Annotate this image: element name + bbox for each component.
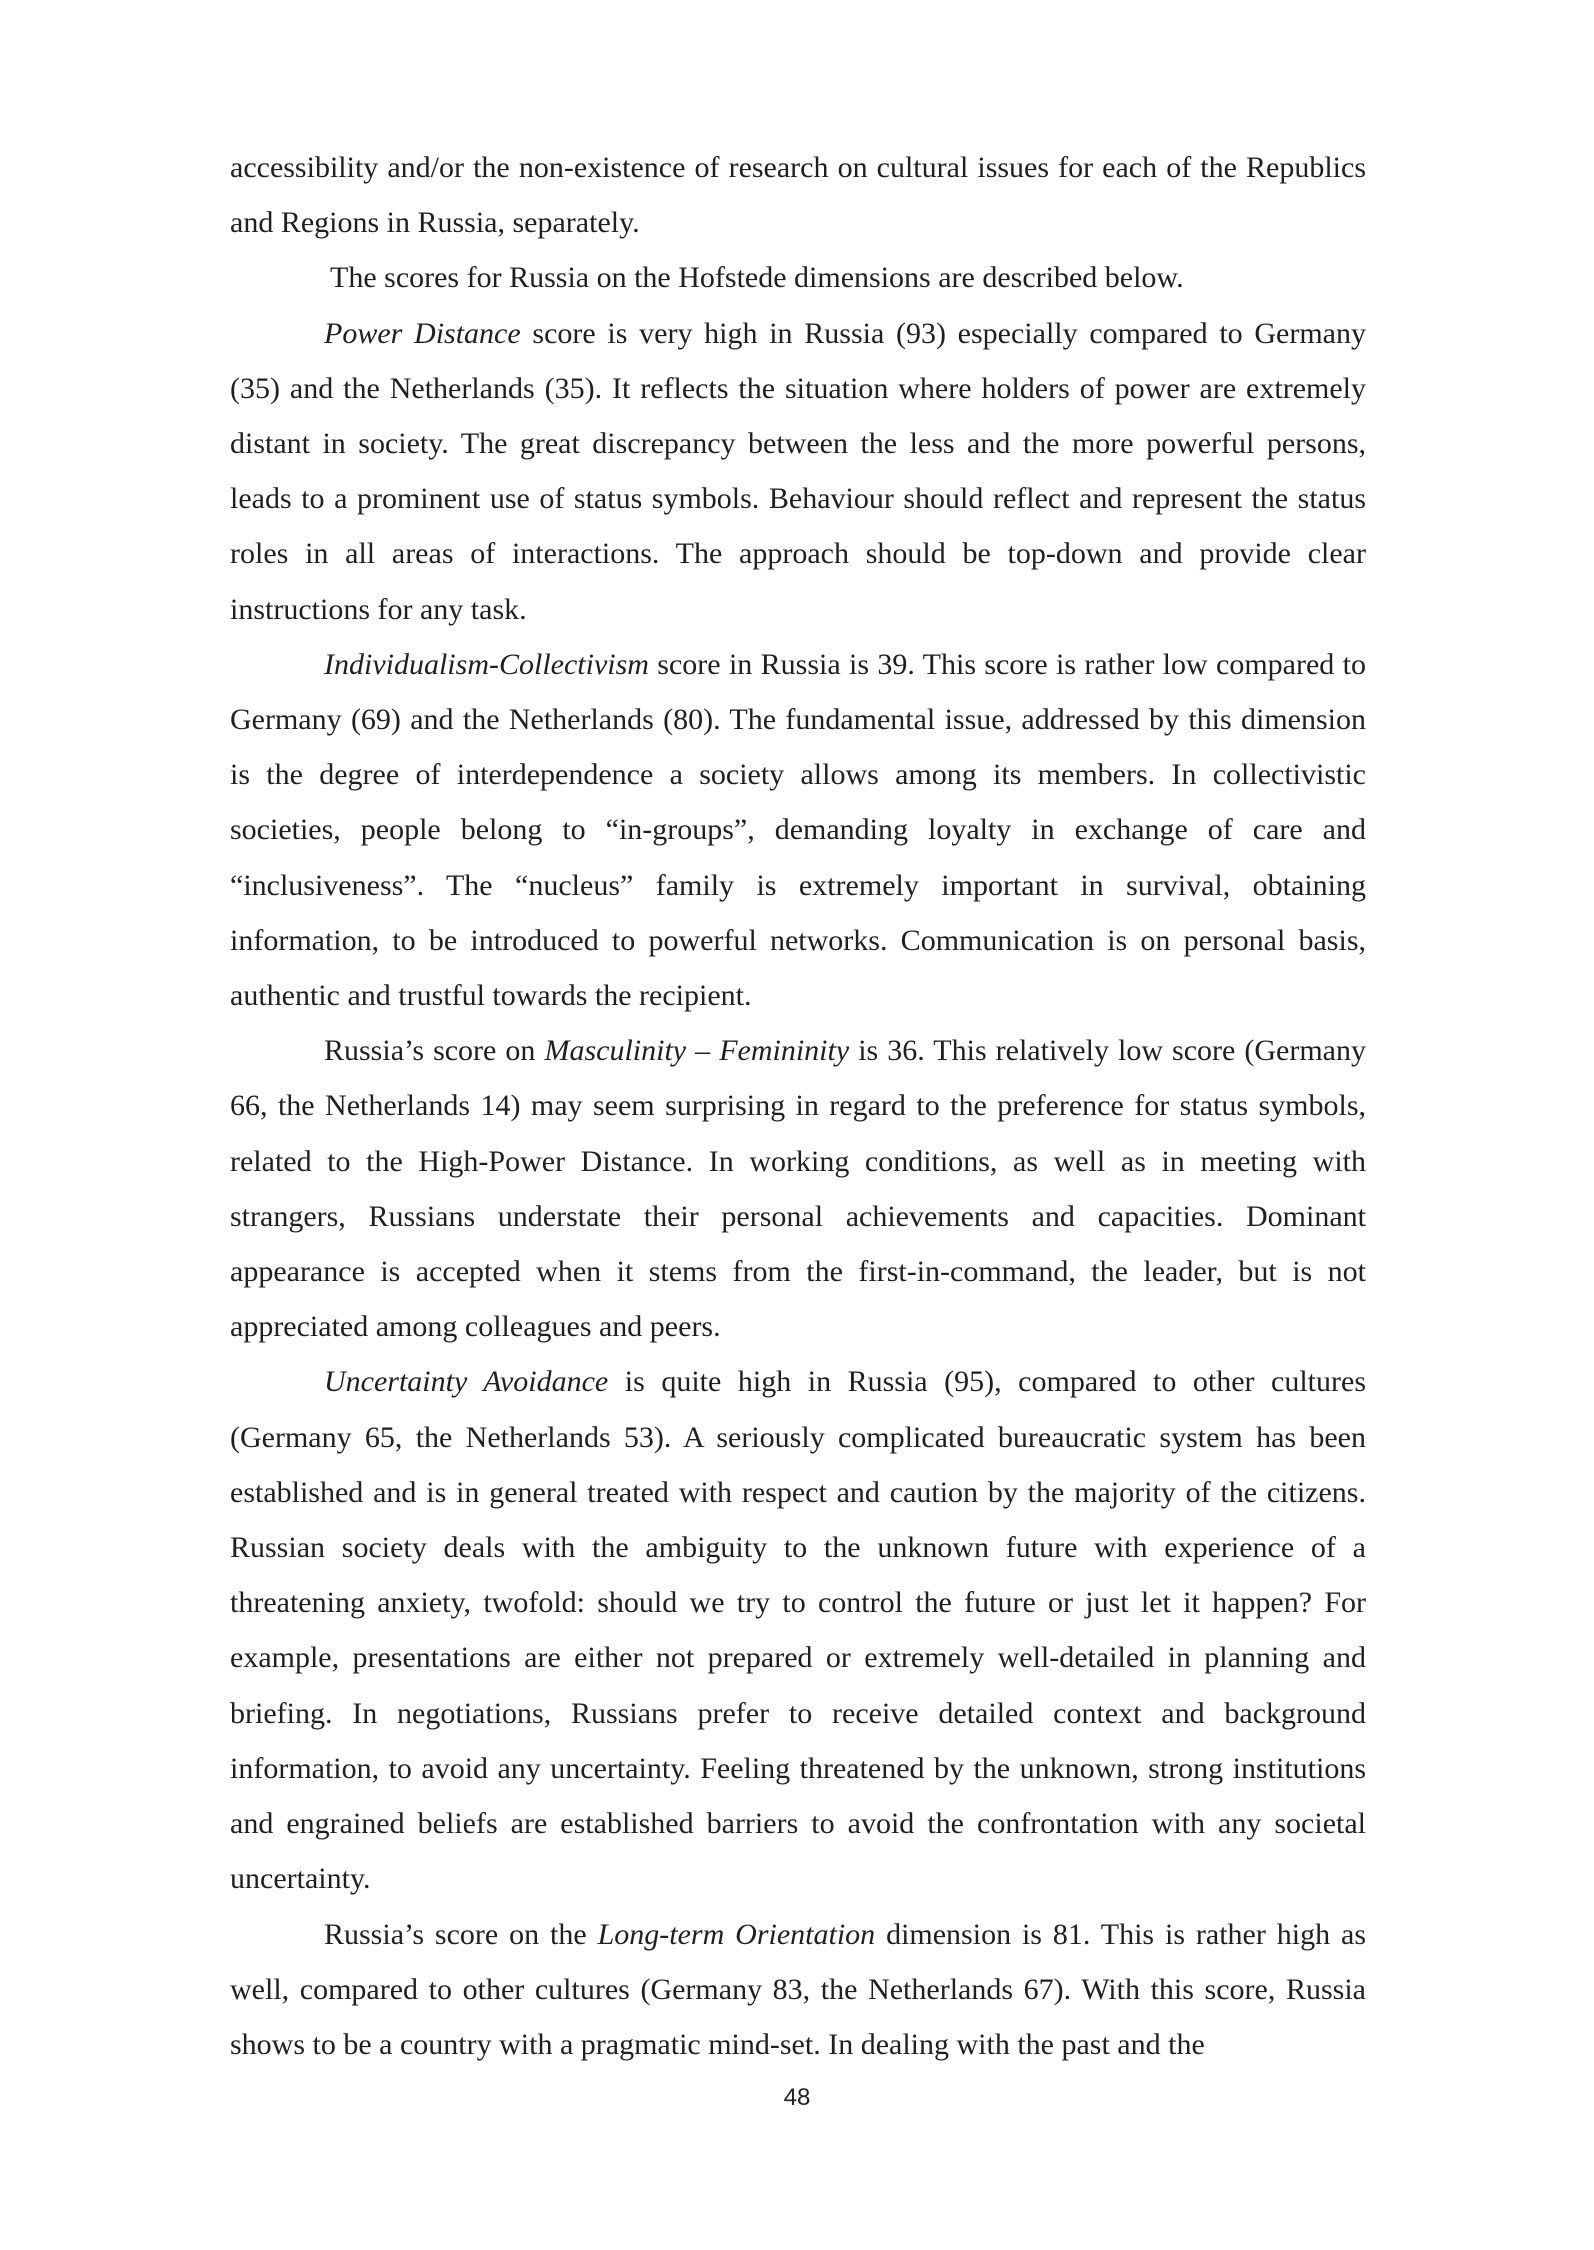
paragraph-individualism-text: score in Russia is 39. This score is rather low compared to Germany (69) and the Netherlands (80). The fundamental issue, addressed by this dimension is the degree of interdependence a society allows among its members. In collectivistic societies, people belong to “in-groups”, demanding loyalty in exchange of care and “inclusiveness”. The “nucleus” family is extremely important in survival, obtaining information, to be introduced to powerful networks. Communication is on personal basis, authentic and trustful towards the recipient. [230,647,1366,1013]
paragraph-uncertainty-text: is quite high in Russia (95), compared to other cultures (Germany 65, the Netherlands 53). A seriously complicated bureaucratic system has been established and is in general treated with respect and caution by the majority of the citizens. Russian society deals with the ambiguity to the unknown future with experience of a threatening anxiety, twofold: should we try to control the future or just let it happen? For example, presentations are either not prepared or extremely well-detailed in planning and briefing. In negotiations, Russians prefer to receive detailed context and background information, to avoid any uncertainty. Feeling threatened by the unknown, strong institutions and engrained beliefs are established barriers to avoid the confrontation with any societal uncertainty. [230,1365,1367,1896]
paragraph-intro-continuation: accessibility and/or the non-existence of research on cultural issues for each of the Republics and Regions in Russia, separately. [230,151,1366,240]
document-page [230,140,1366,2072]
page-number: 48 [783,2084,811,2111]
paragraph-long-term-orientation [230,1907,1366,2073]
paragraph-masculinity [230,1023,1366,1354]
term-long-term-orientation: Long-term Orientation [597,1917,876,1951]
paragraph-uncertainty-avoidance [230,1354,1366,1906]
paragraph-individualism [230,637,1366,1023]
term-power-distance: Power Distance [324,316,521,350]
paragraph-long-term-text: dimension is 81. This is rather high as well, compared to other cultures (Germany 83, the Netherlands 67). With this score, Russia shows to be a country with a pragmatic mind-set. In dealing with the past and the [230,1917,1366,2061]
term-masculinity-femininity: Masculinity – Femininity [544,1034,850,1068]
paragraph-masculinity-text: is 36. This relatively low score (Germany 66, the Netherlands 14) may seem surprising in regard to the preference for status symbols, related to the High-Power Distance. In working conditions, as well as in meeting with strangers, Russians understate their personal achievements and capacities. Dominant appearance is accepted when it stems from the first-in-command, the leader, but is not appreciated among colleagues and peers. [230,1034,1366,1344]
paragraph-long-term-lead: Russia’s score on the [324,1917,598,1951]
paragraph-power-distance [230,306,1366,637]
term-uncertainty-avoidance: Uncertainty Avoidance [324,1365,609,1399]
term-individualism-collectivism: Individualism-Collectivism [324,647,649,681]
paragraph-scores-intro: The scores for Russia on the Hofstede dimensions are described below. [330,261,1184,295]
paragraph-masculinity-lead: Russia’s score on [324,1034,545,1068]
paragraph-power-distance-text: score is very high in Russia (93) especially compared to Germany (35) and the Netherlands (35). It reflects the situation where holders of power are extremely distant in society. The great discrepancy between the less and the more powerful persons, leads to a prominent use of status symbols. Behaviour should reflect and represent the status roles in all areas of interactions. The approach should be top-down and provide clear instructions for any task. [230,316,1366,626]
